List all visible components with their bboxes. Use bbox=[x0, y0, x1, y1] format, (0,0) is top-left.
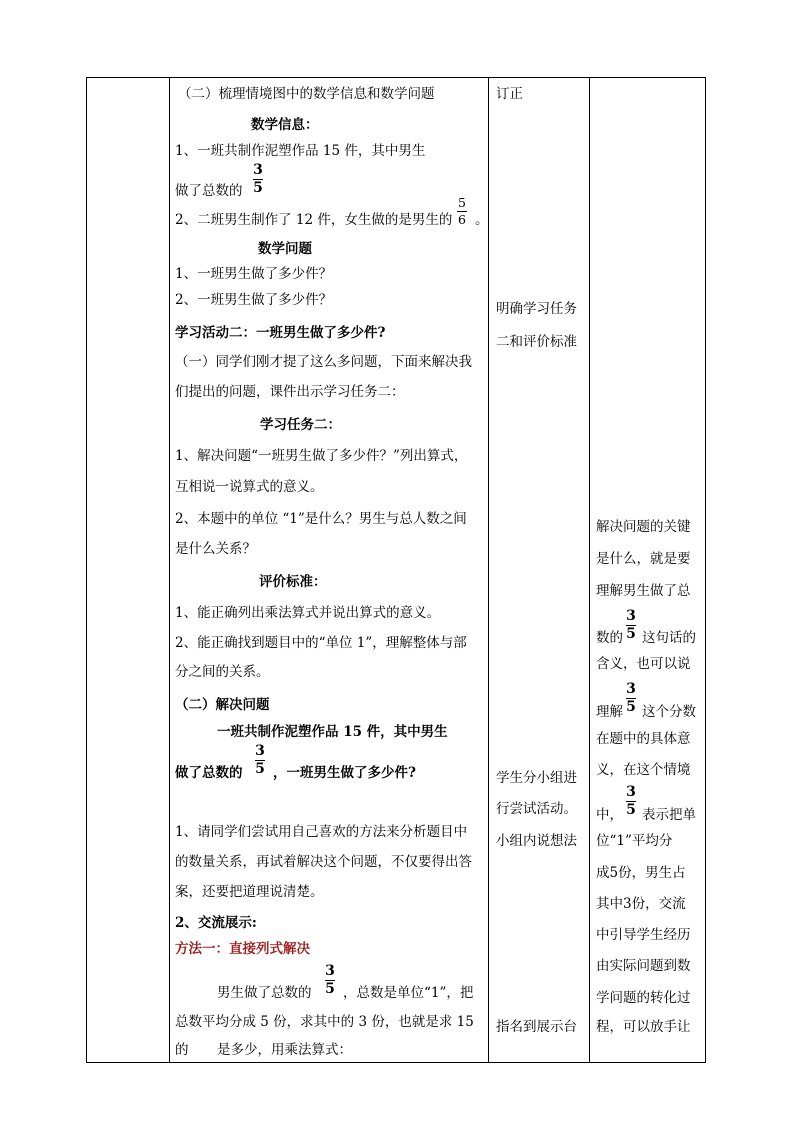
math-info-2: 2、二班男生制作了 12 件，女生做的是男生的 bbox=[175, 212, 453, 228]
intent-line-7: 在题中的具体意 bbox=[596, 731, 691, 747]
section-heading-2: （二）梳理情境图中的数学信息和数学问题 bbox=[178, 86, 435, 102]
step1-line2: 的数量关系，再试着解决这个问题，不仅要得出答 bbox=[175, 854, 472, 870]
intent-line-4-end: 这句话的 bbox=[642, 630, 696, 646]
evaluation-1: 1、能正确列出乘法算式并说出算式的意义。 bbox=[175, 605, 441, 621]
problem-line2-end: ，一班男生做了多少件? bbox=[273, 765, 416, 781]
fraction-three-fifths: 3 5 bbox=[253, 162, 263, 196]
math-info-title: 数学信息： bbox=[251, 117, 319, 133]
activity-present: 指名到展示台 bbox=[496, 1019, 577, 1035]
math-question-1: 1、一班男生做了多少件？ bbox=[175, 266, 333, 282]
intent-line-10: 位“1”平均分 bbox=[596, 833, 673, 849]
method1-line1-end: ，总数是单位“1”，把 bbox=[343, 985, 474, 1001]
problem-line1: 一班共制作泥塑作品 15 件，其中男生 bbox=[217, 724, 448, 740]
fraction-three-fifths: 3 5 bbox=[325, 963, 335, 997]
intent-line-3: 理解男生做了总 bbox=[596, 583, 691, 599]
period: 。 bbox=[475, 212, 489, 228]
intent-line-8: 义，在这个情境 bbox=[596, 762, 691, 778]
intent-line-16: 程，可以放手让 bbox=[596, 1019, 691, 1035]
fraction-three-fifths: 3 5 bbox=[626, 608, 636, 642]
math-info-1-cont: 做了总数的 bbox=[175, 183, 243, 199]
fraction-three-fifths: 3 5 bbox=[255, 743, 265, 777]
activity-group-line2: 行尝试活动。 bbox=[496, 801, 577, 817]
math-question-title: 数学问题 bbox=[258, 241, 312, 257]
method1-line3-start: 的 bbox=[175, 1042, 189, 1058]
method1-line2: 总数平均分成 5 份，求其中的 3 份，也就是求 15 bbox=[175, 1014, 474, 1030]
intent-line-15: 学问题的转化过 bbox=[596, 990, 691, 1006]
activity-group-line1: 学生分小组进 bbox=[496, 770, 577, 786]
fraction-three-fifths: 3 5 bbox=[626, 784, 636, 818]
intent-line-6-end: 这个分数 bbox=[642, 704, 696, 720]
math-question-2: 2、一班男生做了多少件？ bbox=[175, 292, 333, 308]
activity-clarify-line1: 明确学习任务 bbox=[496, 301, 577, 317]
part1-line1: （一）同学们刚才提了这么多问题，下面来解决我 bbox=[175, 354, 472, 370]
task-2-line2: 是什么关系？ bbox=[175, 541, 256, 557]
fraction-three-fifths: 3 5 bbox=[626, 681, 636, 715]
part2-title: （二）解决问题 bbox=[175, 697, 270, 713]
intent-line-11: 成5份，男生占 bbox=[596, 865, 686, 881]
column-divider-3 bbox=[589, 78, 590, 1062]
problem-line2-start: 做了总数的 bbox=[175, 765, 243, 781]
activity-group-line3: 小组内说想法 bbox=[496, 833, 577, 849]
evaluation-2-line1: 2、能正确找到题目中的“单位 1”，理解整体与部 bbox=[175, 635, 467, 651]
activity-clarify-line2: 二和评价标准 bbox=[496, 334, 577, 350]
part1-line2: 们提出的问题，课件出示学习任务二： bbox=[175, 384, 405, 400]
method-1-title: 方法一：直接列式解决 bbox=[175, 941, 310, 957]
math-info-1: 1、一班共制作泥塑作品 15 件，其中男生 bbox=[175, 143, 426, 159]
task-2-line1: 2、本题中的单位 “1”是什么？男生与总人数之间 bbox=[175, 511, 467, 527]
evaluation-title: 评价标准： bbox=[259, 574, 327, 590]
evaluation-2-line2: 分之间的关系。 bbox=[175, 664, 270, 680]
learning-activity-2: 学习活动二：一班男生做了多少件? bbox=[175, 325, 386, 341]
task-1-line2: 互相说一说算式的意义。 bbox=[175, 479, 324, 495]
learning-task-title: 学习任务二： bbox=[260, 417, 341, 433]
step1-line1: 1、请同学们尝试用自己喜欢的方法来分析题目中 bbox=[175, 824, 468, 840]
task-1-line1: 1、解决问题“一班男生做了多少件？”列出算式， bbox=[175, 448, 468, 464]
activity-correction: 订正 bbox=[496, 86, 523, 102]
method1-line3-end: 是多少，用乘法算式： bbox=[217, 1042, 352, 1058]
method1-line1-start: 男生做了总数的 bbox=[217, 985, 312, 1001]
fraction-five-sixths: 5 6 bbox=[458, 195, 466, 227]
intent-line-5: 含义，也可以说 bbox=[596, 656, 691, 672]
column-divider-1 bbox=[169, 78, 170, 1062]
intent-line-9-end: 表示把单 bbox=[642, 807, 696, 823]
intent-line-6-start: 理解 bbox=[596, 704, 623, 720]
intent-line-4-start: 数的 bbox=[596, 630, 623, 646]
intent-line-9-start: 中， bbox=[596, 807, 623, 823]
intent-line-14: 由实际问题到数 bbox=[596, 958, 691, 974]
intent-line-12: 其中3份，交流 bbox=[596, 896, 686, 912]
intent-line-2: 是什么，就是要 bbox=[596, 551, 691, 567]
intent-line-1: 解决问题的关键 bbox=[596, 519, 691, 535]
step1-line3: 案，还要把道理说清楚。 bbox=[175, 884, 324, 900]
step2-title: 2、交流展示: bbox=[175, 915, 257, 931]
intent-line-13: 中引导学生经历 bbox=[596, 927, 691, 943]
